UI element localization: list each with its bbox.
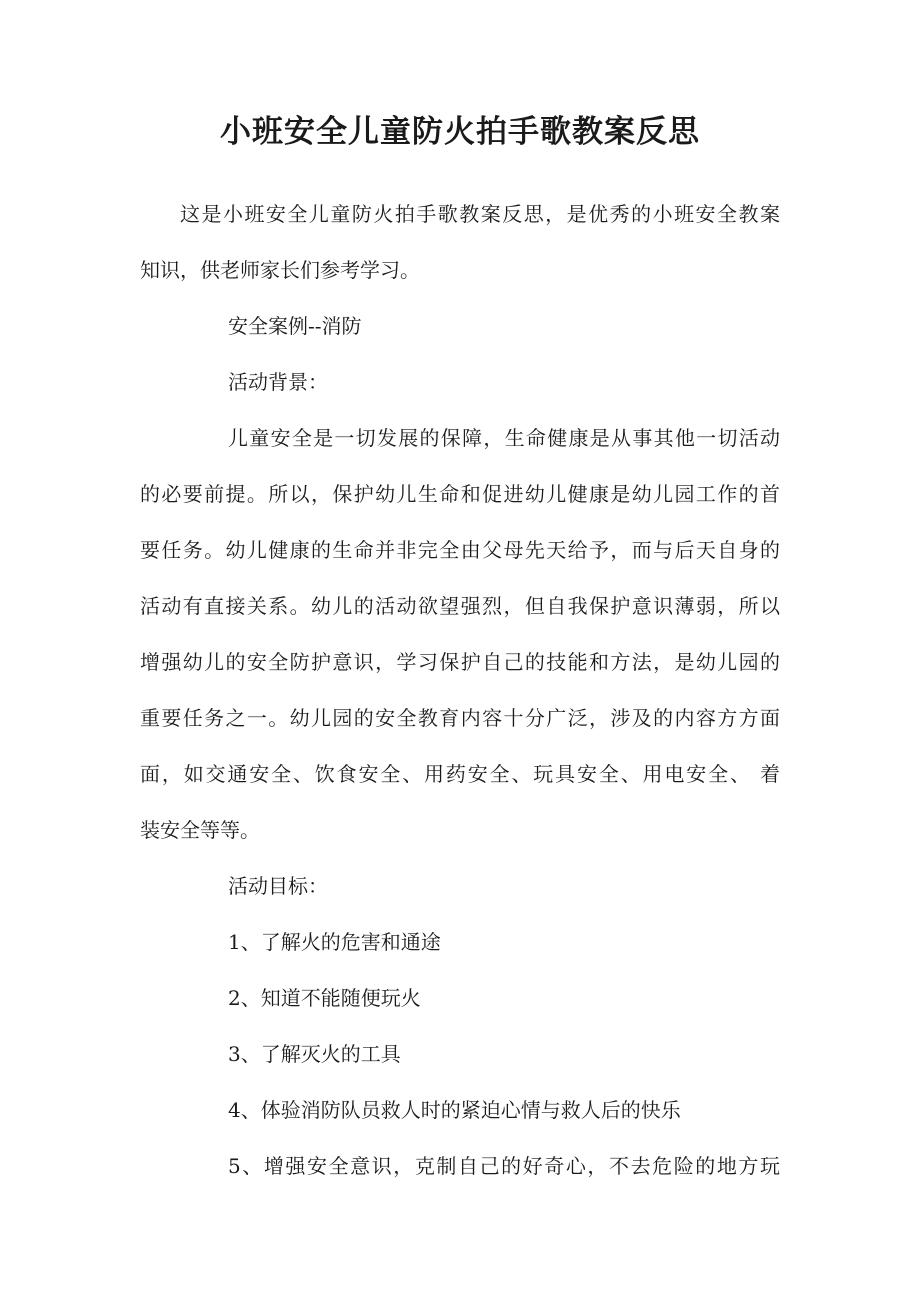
background-paragraph <box>140 410 780 858</box>
background-heading: 活动背景： <box>228 370 328 394</box>
background-line-5: 增强幼儿的安全防护意识，学习保护自己的技能和方法，是幼儿园的 <box>140 650 780 674</box>
background-line-3: 要任务。幼儿健康的生命并非完全由父母先天给予，而与后天自身的 <box>140 538 780 562</box>
goals-list <box>140 914 780 1194</box>
goals-heading-block <box>140 858 780 914</box>
background-line-1: 儿童安全是一切发展的保障，生命健康是从事其他一切活动 <box>228 426 780 450</box>
background-line-6: 重要任务之一。幼儿园的安全教育内容十分广泛，涉及的内容方方面 <box>140 706 780 730</box>
goal-item-4: 4、体验消防队员救人时的紧迫心情与救人后的快乐 <box>228 1098 681 1122</box>
intro-paragraph <box>140 186 780 298</box>
goal-item-1: 1、了解火的危害和通途 <box>228 930 441 954</box>
goals-heading: 活动目标： <box>228 874 328 898</box>
background-line-8: 装安全等等。 <box>140 818 260 842</box>
case-heading: 安全案例--消防 <box>228 314 362 338</box>
goal-item-3: 3、了解灭火的工具 <box>228 1042 401 1066</box>
background-line-7: 面，如交通安全、饮食安全、用药安全、玩具安全、用电安全、 着 <box>140 762 780 786</box>
background-line-4: 活动有直接关系。幼儿的活动欲望强烈，但自我保护意识薄弱，所以 <box>140 594 780 618</box>
goal-item-2: 2、知道不能随便玩火 <box>228 986 421 1010</box>
intro-line-2: 知识，供老师家长们参考学习。 <box>140 258 420 282</box>
intro-line-1: 这是小班安全儿童防火拍手歌教案反思，是优秀的小班安全教案 <box>180 202 780 226</box>
background-heading-block <box>140 354 780 410</box>
document-title: 小班安全儿童防火拍手歌教案反思 <box>220 114 700 150</box>
background-line-2: 的必要前提。所以，保护幼儿生命和促进幼儿健康是幼儿园工作的首 <box>140 482 780 506</box>
case-heading-block <box>140 298 780 354</box>
goal-item-5: 5、增强安全意识，克制自己的好奇心，不去危险的地方玩 <box>228 1154 780 1178</box>
